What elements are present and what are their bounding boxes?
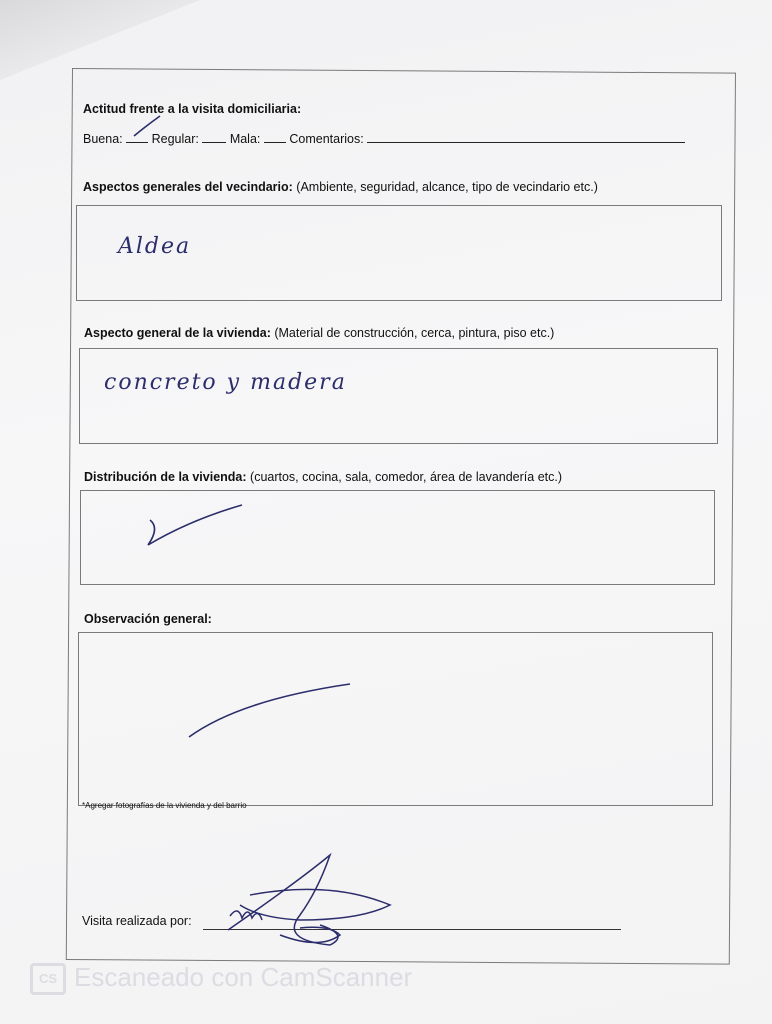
option-regular-label: Regular: (151, 132, 199, 146)
neighborhood-heading: Aspectos generales del vecindario: (Ambiente, seguridad, alcance, tipo de vecindario etc.) (83, 180, 598, 194)
housing-heading: Aspecto general de la vivienda: (Material de construcción, cerca, pintura, piso etc.) (84, 326, 555, 340)
housing-hint: (Material de construcción, cerca, pintura, piso etc.) (274, 326, 555, 340)
option-bad-label: Mala: (229, 132, 261, 146)
distribution-hint: (cuartos, cocina, sala, comedor, área de lavandería etc.) (250, 470, 563, 484)
photos-note: *Agregar fotografías de la vivienda y del barrio (82, 801, 247, 810)
observation-check-mark (189, 684, 350, 737)
camscanner-watermark (30, 962, 412, 995)
comments-label: Comentarios: (289, 132, 364, 146)
neighborhood-answer: Aldea (118, 234, 192, 259)
option-good-label: Buena: (83, 132, 123, 146)
neighborhood-hint: (Ambiente, seguridad, alcance, tipo de vecindario etc.) (296, 180, 598, 194)
camscanner-logo-icon: CS (30, 963, 66, 995)
distribution-heading: Distribución de la vivienda: (cuartos, cocina, sala, comedor, área de lavandería etc.) (84, 470, 563, 484)
attitude-heading: Actitud frente a la visita domiciliaria: (83, 102, 302, 116)
distribution-check-mark (148, 505, 242, 545)
housing-answer: concreto y madera (104, 370, 347, 395)
observation-heading: Observación general: (84, 612, 212, 626)
watermark-text: Escaneado con CamScanner (74, 962, 413, 992)
visit-label: Visita realizada por: (82, 914, 192, 928)
good-check-mark (134, 116, 160, 136)
signature (228, 855, 390, 945)
